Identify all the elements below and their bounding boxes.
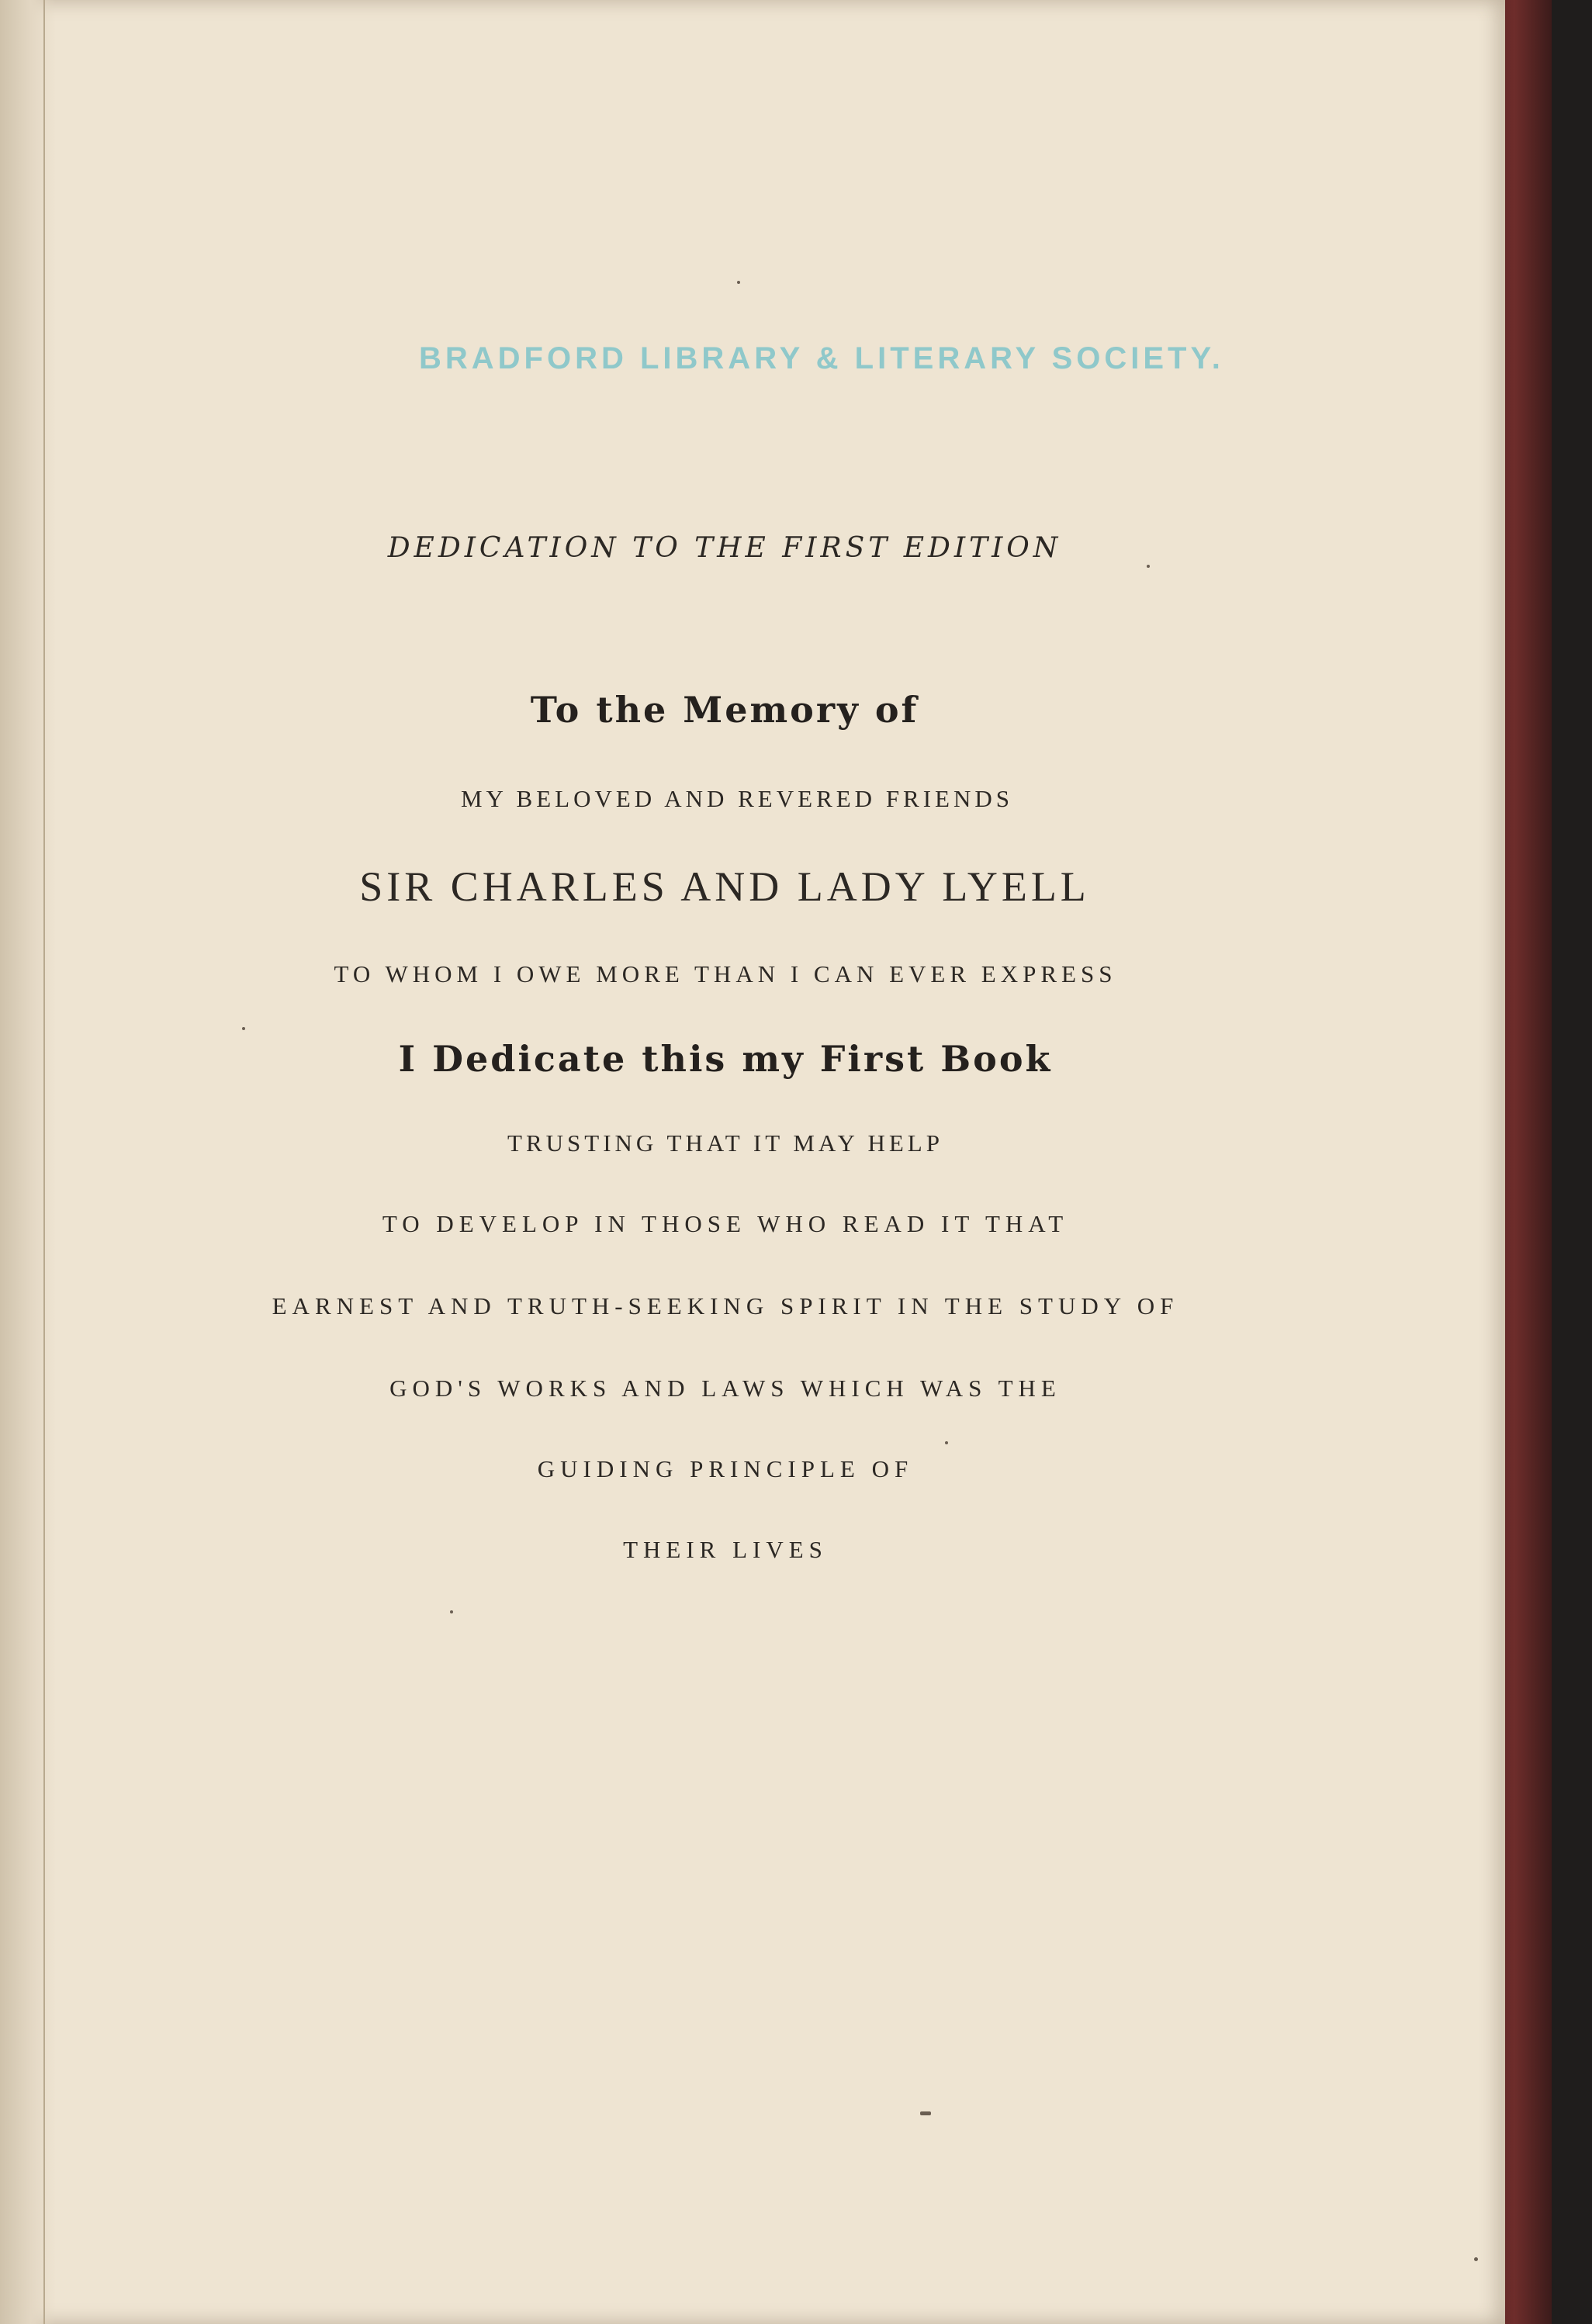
paper-speck <box>242 1027 245 1030</box>
names-line: SIR CHARLES AND LADY LYELL <box>359 863 1090 910</box>
library-stamp: BRADFORD LIBRARY & LITERARY SOCIETY. <box>419 341 1224 375</box>
paper-speck <box>737 281 740 284</box>
owe-line: TO WHOM I OWE MORE THAN I CAN EVER EXPRESS <box>334 960 1117 987</box>
body-line-lives: THEIR LIVES <box>623 1536 828 1563</box>
body-line-develop: TO DEVELOP IN THOSE WHO READ IT THAT <box>382 1210 1069 1237</box>
body-line-guiding: GUIDING PRINCIPLE OF <box>537 1455 914 1482</box>
page-gutter <box>0 0 56 2324</box>
body-line-earnest: EARNEST AND TRUTH-SEEKING SPIRIT IN THE STUDY OF <box>272 1292 1179 1319</box>
paper-speck <box>1147 565 1150 568</box>
dedicate-line: I Dedicate this my First Book <box>398 1038 1053 1080</box>
body-line-gods-works: GOD'S WORKS AND LAWS WHICH WAS THE <box>389 1375 1061 1402</box>
paper-speck <box>945 1441 948 1444</box>
memory-line: To the Memory of <box>530 689 919 731</box>
body-line-trusting: TRUSTING THAT IT MAY HELP <box>507 1129 943 1157</box>
paper-speck <box>920 2111 931 2115</box>
paper-speck <box>450 1610 453 1613</box>
gutter-fold-line <box>43 0 45 2324</box>
paper-speck <box>1474 2257 1478 2261</box>
friends-line: MY BELOVED AND REVERED FRIENDS <box>460 785 1014 812</box>
dedication-heading: DEDICATION TO THE FIRST EDITION <box>387 532 1062 564</box>
